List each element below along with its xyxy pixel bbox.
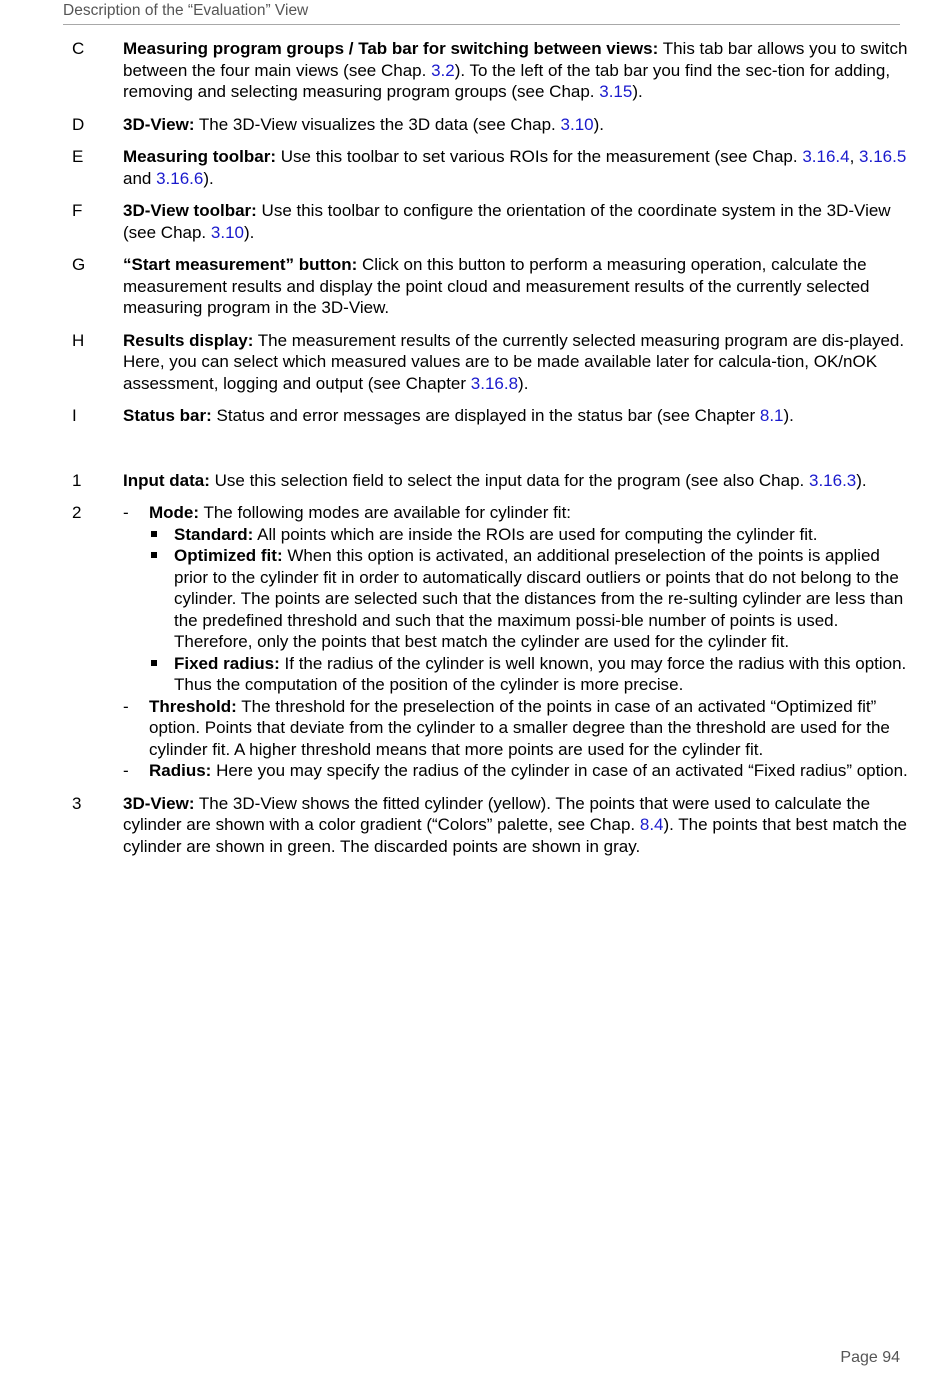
item-key: F [72, 201, 83, 220]
bullet-fixed-radius: Fixed radius: If the radius of the cylinder is well known, you may force the radius with this option. Thus the computation of the position of the cylinder is more precise. [123, 653, 917, 696]
chapter-link[interactable]: 3.10 [560, 114, 594, 134]
legend-item-2 [72, 502, 917, 782]
legend-item-1 [72, 470, 917, 492]
item-text: 3D-View: The 3D-View visualizes the 3D data (see Chap. 3.10). [123, 114, 604, 134]
legend-item-g [72, 254, 917, 319]
bullet-standard: Standard: All points which are inside the ROIs are used for computing the cylinder fit. [123, 524, 917, 546]
legend-item-i [72, 405, 917, 427]
chapter-link[interactable]: 3.10 [210, 222, 244, 242]
item-text: 3D-View toolbar: Use this toolbar to configure the orientation of the coordinate system in the 3D-View (see Chap. 3.10). [123, 201, 891, 242]
chapter-link[interactable]: 3.16.4 [802, 147, 850, 166]
legend-item-e [72, 146, 917, 189]
item-text: “Start measurement” button: Click on this button to perform a measuring operation, calculate the measurement results and display the point cloud and measurement results of the currently selected measuring program in the 3D-View. [123, 255, 870, 317]
threshold-entry: - Threshold: The threshold for the preselection of the points in case of an activated “Optimized fit” option. Points that deviate from the cylinder to a smaller degree than the threshold are used for the cylinder fit. A higher threshold means that more points are used for the cylinder fit. [123, 696, 890, 759]
item-key: G [72, 255, 86, 274]
item-text [123, 502, 917, 782]
item-text: Input data: Use this selection field to select the input data for the program (see also Chap. 3.16.3). [123, 470, 867, 490]
dash-marker: - [123, 761, 129, 780]
item-key: 1 [72, 470, 82, 490]
square-bullet-icon [151, 545, 174, 653]
page-header: Description of the “Evaluation” View [63, 2, 900, 25]
chapter-link[interactable]: 3.16.6 [156, 168, 204, 188]
item-key: C [72, 39, 85, 58]
item-key: 3 [72, 793, 82, 813]
item-key: E [72, 147, 84, 166]
dash-marker: - [123, 503, 129, 522]
legend-item-c [72, 38, 917, 103]
item-text: Status bar: Status and error messages are displayed in the status bar (see Chapter 8.1). [123, 406, 794, 425]
square-bullet-icon [151, 524, 174, 546]
legend-item-3 [72, 793, 917, 858]
item-key: H [72, 330, 85, 350]
item-text: 3D-View: The 3D-View shows the fitted cylinder (yellow). The points that were used to calculate the cylinder are shown with a color gradient (“Colors” palette, see Chap. 8.4). The points that best match the cylinder are shown in green. The discarded points are shown in gray. [123, 793, 907, 856]
page-number: Page 94 [840, 1349, 900, 1366]
mode-entry: - Mode: The following modes are available for cylinder fit: [123, 503, 572, 522]
legend-item-h [72, 330, 917, 395]
chapter-link[interactable]: 3.2 [431, 60, 455, 80]
radius-entry: - Radius: Here you may specify the radius of the cylinder in case of an activated “Fixed radius” option. [123, 761, 908, 780]
chapter-link[interactable]: 8.1 [759, 406, 784, 425]
item-key: D [72, 114, 85, 134]
chapter-link[interactable]: 8.4 [639, 815, 664, 834]
item-key: 2 [72, 503, 82, 522]
chapter-link[interactable]: 3.16.5 [859, 147, 907, 166]
chapter-link[interactable]: 3.15 [599, 82, 633, 101]
item-key: I [72, 406, 77, 425]
item-text: Measuring toolbar: Use this toolbar to set various ROIs for the measurement (see Chap. 3.16.4, 3.16.5 and 3.16.6). [123, 147, 907, 188]
document-body [72, 38, 917, 857]
legend-item-f [72, 200, 917, 243]
bullet-optimized-fit: Optimized fit: When this option is activated, an additional preselection of the points is applied prior to the cylinder fit in order to automatically discard outliers or points that do not belong to the cylinder. The points are selected such that the distances from the re-sulting cylinder are less than the predefined threshold and such that the maximum possi-ble number of points is used. Therefore, only the points that best match the cylinder are used for the cylinder fit. [123, 545, 917, 653]
item-text: Results display: The measurement results of the currently selected measuring program are dis-played. Here, you can select which measured values are to be made available later for calcula-tion, OK/nOK assessment, logging and output (see Chapter 3.16.8). [123, 330, 905, 393]
square-bullet-icon [151, 653, 174, 696]
legend-item-d [72, 114, 917, 136]
dash-marker: - [123, 696, 129, 716]
chapter-link[interactable]: 3.16.3 [809, 470, 857, 490]
chapter-link[interactable]: 3.16.8 [470, 373, 519, 393]
item-text: Measuring program groups / Tab bar for switching between views: This tab bar allows you to switch between the four main views (see Chap. 3.2). To the left of the tab bar you find the sec-tion for adding, removing and selecting measuring program groups (see Chap. 3.15). [123, 39, 908, 101]
